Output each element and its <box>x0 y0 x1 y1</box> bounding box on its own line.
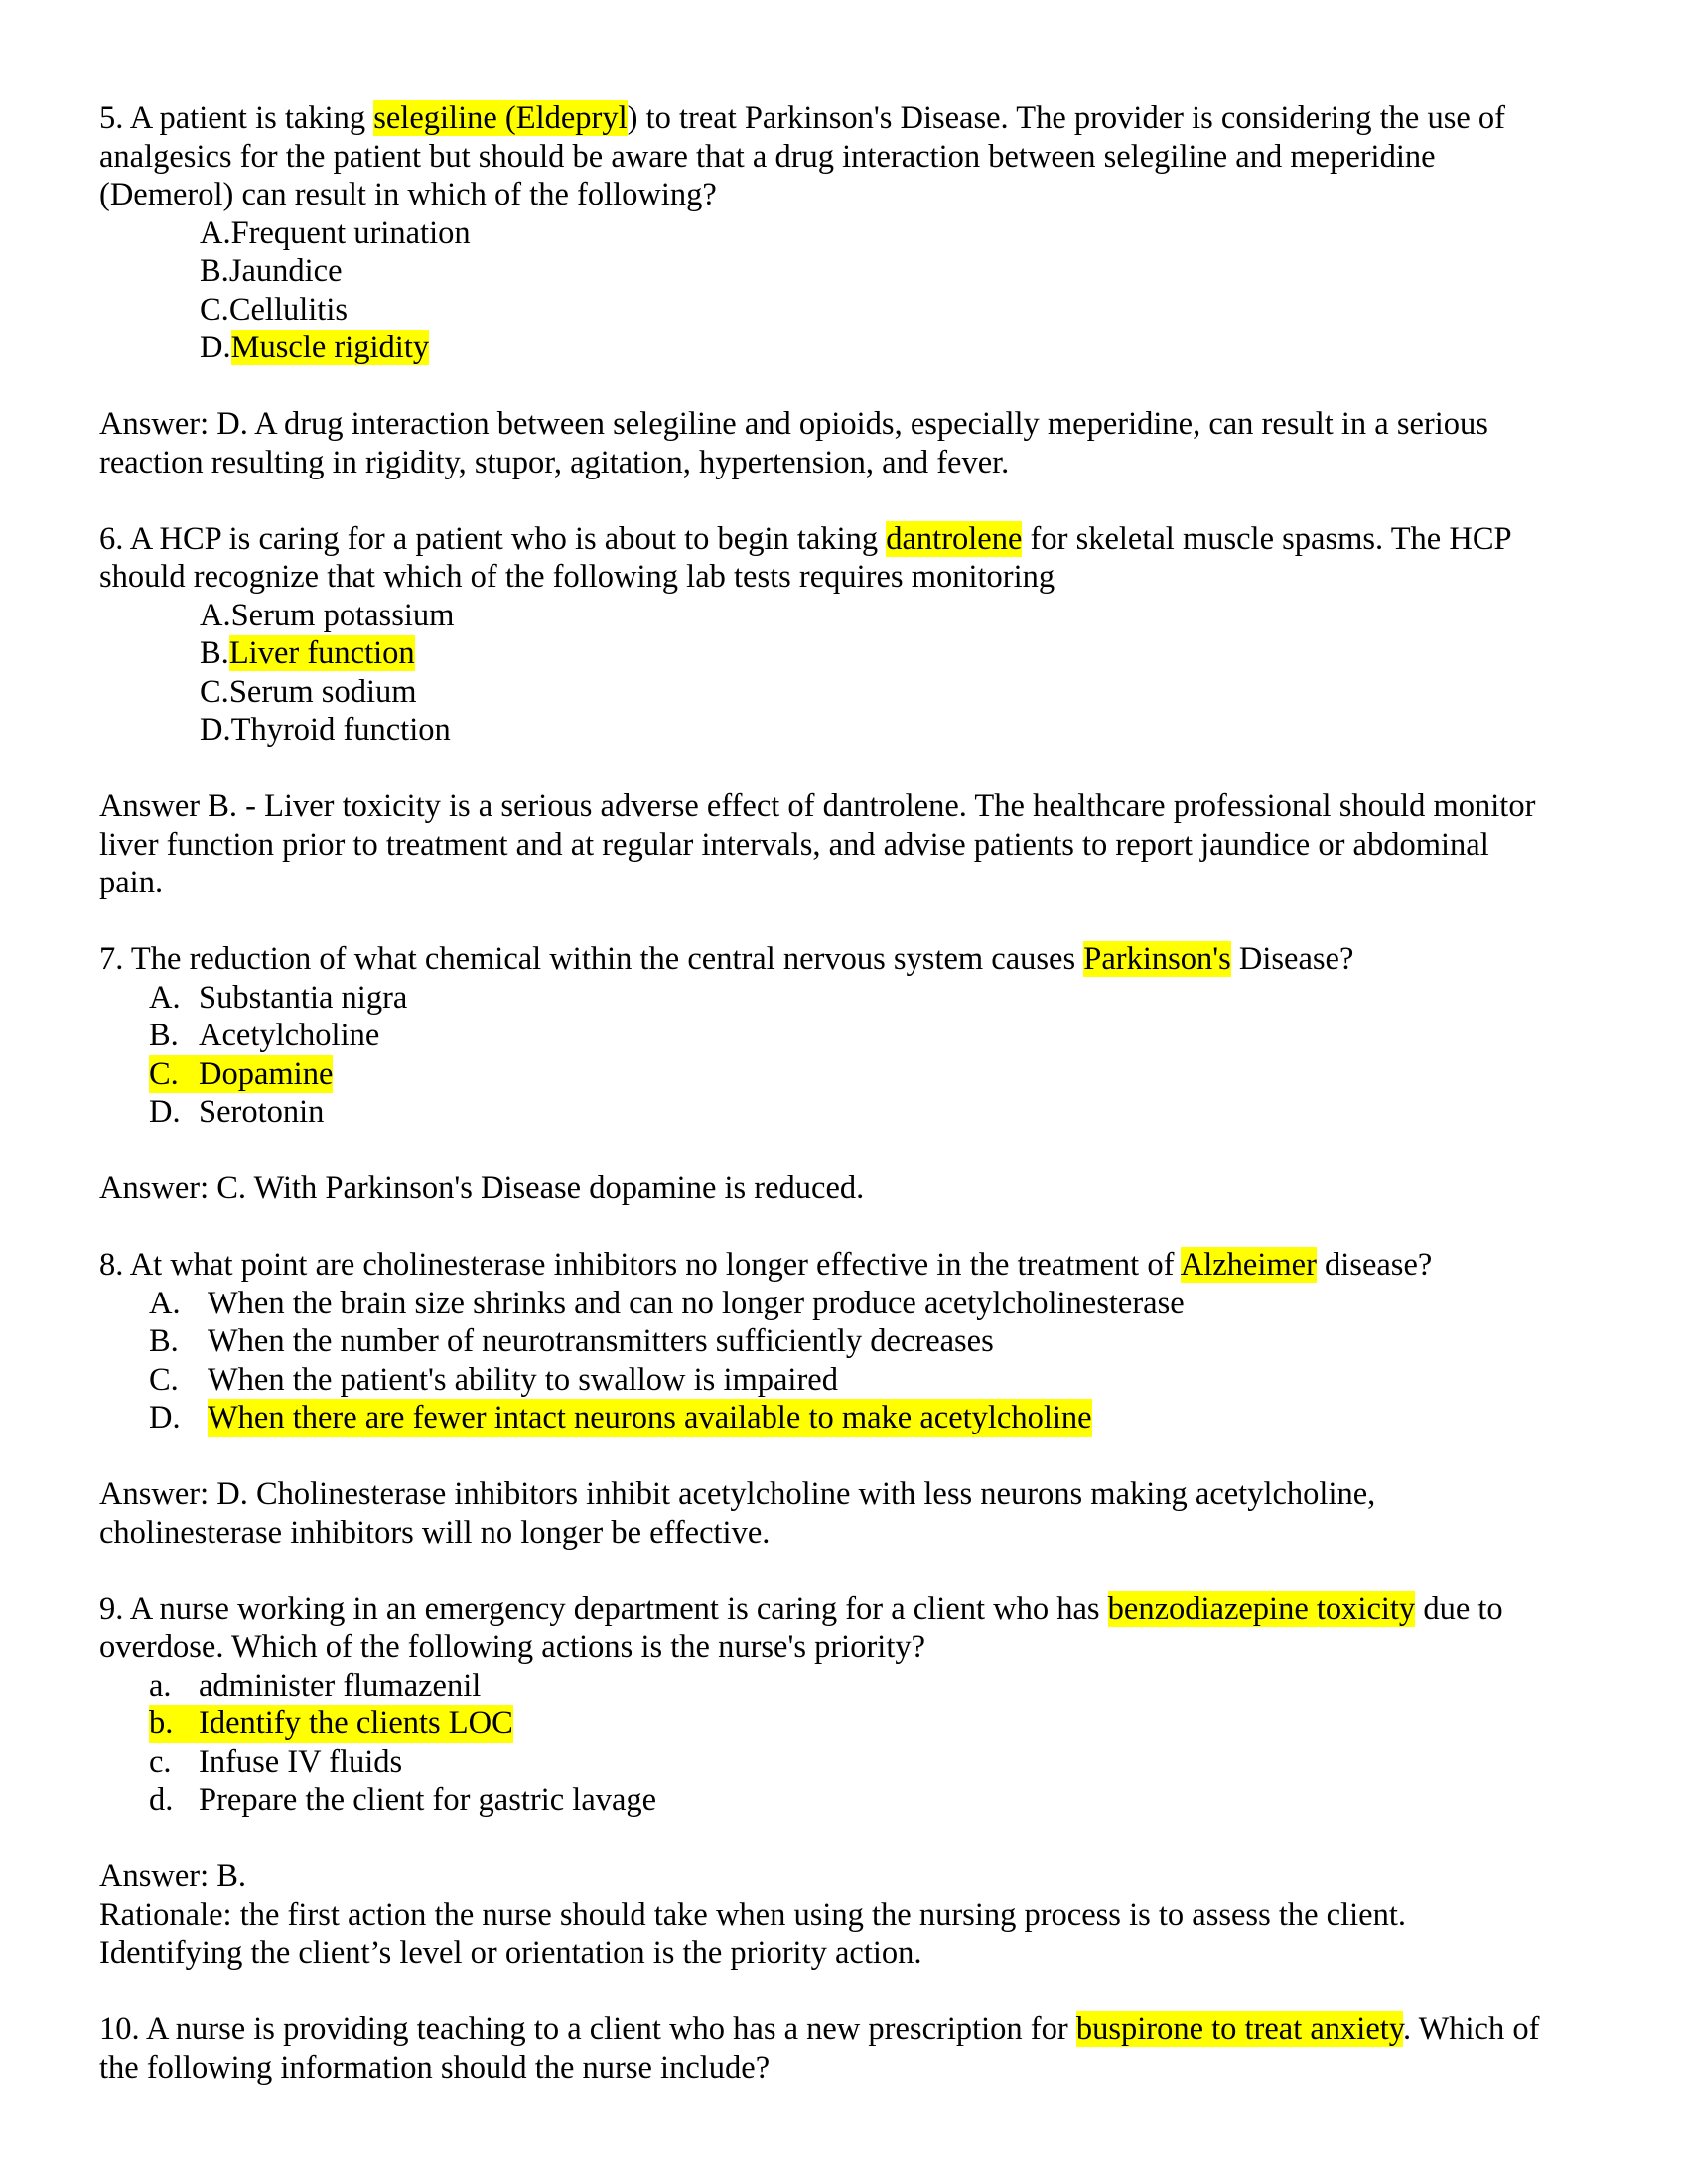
question-10 <box>99 2010 1609 2087</box>
options-list-9 <box>99 1667 1609 1820</box>
option-6b: B.Liver function <box>200 635 415 671</box>
correct-option-highlight: When there are fewer intact neurons available to make acetylcholine <box>208 1400 1092 1435</box>
highlighted-term: buspirone to treat anxiety <box>1075 2011 1403 2047</box>
answer-7-line1: Answer: C. With Parkinson's Disease dopamine is reduced. <box>99 1170 865 1206</box>
question-8-text: 8. At what point are cholinesterase inhibitors no longer effective in the treatment of Alzheimer disease? <box>99 1247 1433 1283</box>
highlighted-term: benzodiazepine toxicity <box>1107 1590 1416 1627</box>
option-7c: C. Dopamine <box>149 1055 334 1092</box>
highlighted-term: dantrolene <box>886 520 1023 557</box>
options-list-8 <box>99 1285 1609 1437</box>
highlighted-term: selegiline (Eldepryl <box>373 100 628 136</box>
question-9-text-line2: overdose. Which of the following actions is the nurse's priority? <box>99 1629 926 1665</box>
answer-9-line1: Answer: B. <box>99 1858 247 1894</box>
answer-6-line3: pain. <box>99 865 164 900</box>
option-8b: B. When the number of neurotransmitters sufficiently decreases <box>149 1323 994 1359</box>
option-5b: B.Jaundice <box>200 253 343 289</box>
option-7d: D. Serotonin <box>149 1094 325 1130</box>
answer-9-line3: Identifying the client’s level or orientation is the priority action. <box>99 1935 922 1971</box>
question-9 <box>99 1590 1609 2011</box>
answer-5-line2: reaction resulting in rigidity, stupor, agitation, hypertension, and fever. <box>99 444 1010 480</box>
option-7a: A. Substantia nigra <box>149 979 408 1016</box>
option-8d: D. When there are fewer intact neurons available to make acetylcholine <box>149 1400 1092 1435</box>
option-8c: C. When the patient's ability to swallow is impaired <box>149 1361 838 1398</box>
option-6d: D.Thyroid function <box>200 712 451 748</box>
question-5-text-line2: analgesics for the patient but should be aware that a drug interaction between selegiline and meperidine <box>99 138 1436 175</box>
answer-9-line2: Rationale: the first action the nurse should take when using the nursing process is to assess the client. <box>99 1896 1406 1933</box>
option-8a: A. When the brain size shrinks and can no longer produce acetylcholinesterase <box>149 1285 1185 1321</box>
option-6c: C.Serum sodium <box>200 673 417 710</box>
question-10-text-line2: the following information should the nurse include? <box>99 2049 771 2086</box>
question-10-text: 10. A nurse is providing teaching to a client who has a new prescription for buspirone to treat anxiety. Which of <box>99 2011 1540 2047</box>
question-7-text: 7. The reduction of what chemical within the central nervous system causes Parkinson's Disease? <box>99 941 1354 977</box>
question-7 <box>99 940 1609 1246</box>
highlighted-term: Parkinson's <box>1083 941 1231 977</box>
option-9c: c. Infuse IV fluids <box>149 1743 403 1780</box>
option-7b: B. Acetylcholine <box>149 1018 380 1053</box>
correct-option-highlight: Liver function <box>228 635 415 671</box>
option-5c: C.Cellulitis <box>200 291 348 328</box>
question-5 <box>99 99 1609 520</box>
options-list-7 <box>99 979 1609 1132</box>
highlighted-term: Alzheimer <box>1180 1247 1317 1283</box>
option-9b: b. Identify the clients LOC <box>149 1706 513 1741</box>
question-6-text-line2: should recognize that which of the following lab tests requires monitoring <box>99 559 1055 595</box>
answer-8-line2: cholinesterase inhibitors will no longer be effective. <box>99 1514 771 1551</box>
document-page <box>99 99 1609 2087</box>
question-9-text: 9. A nurse working in an emergency department is caring for a client who has benzodiazepine toxicity due to <box>99 1590 1503 1627</box>
correct-option-highlight: Muscle rigidity <box>230 330 430 365</box>
answer-6-line2: liver function prior to treatment and at regular intervals, and advise patients to report jaundice or abdominal <box>99 826 1489 863</box>
question-5-text: 5. A patient is taking selegiline (Eldepryl) to treat Parkinson's Disease. The provider is considering the use of <box>99 100 1505 136</box>
answer-8-line1: Answer: D. Cholinesterase inhibitors inhibit acetylcholine with less neurons making acetylcholine, <box>99 1476 1376 1512</box>
answer-5-line1: Answer: D. A drug interaction between selegiline and opioids, especially meperidine, can result in a serious <box>99 406 1488 442</box>
answer-6-line1: Answer B. - Liver toxicity is a serious adverse effect of dantrolene. The healthcare professional should monitor <box>99 788 1536 824</box>
question-6 <box>99 520 1609 941</box>
option-9d: d. Prepare the client for gastric lavage <box>149 1782 657 1818</box>
option-5a: A.Frequent urination <box>200 214 471 251</box>
question-8 <box>99 1246 1609 1590</box>
option-5d: D.Muscle rigidity <box>200 330 430 365</box>
question-5-text-line3: (Demerol) can result in which of the following? <box>99 177 717 212</box>
option-6a: A.Serum potassium <box>200 597 455 633</box>
question-6-text: 6. A HCP is caring for a patient who is about to begin taking dantrolene for skeletal muscle spasms. The HCP <box>99 520 1512 557</box>
option-9a: a. administer flumazenil <box>149 1667 482 1704</box>
